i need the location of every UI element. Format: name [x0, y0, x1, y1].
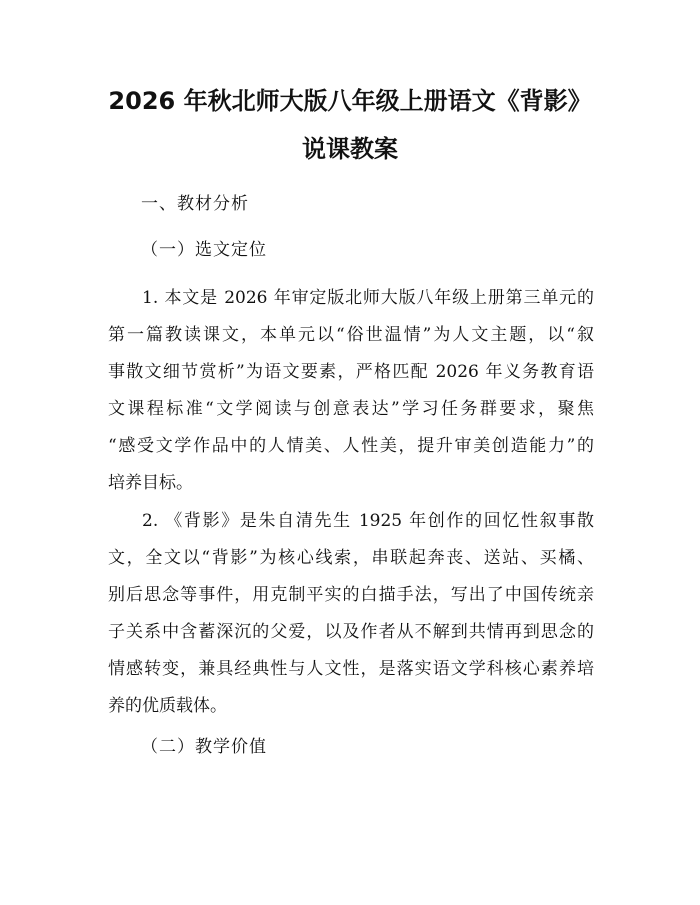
paragraph-2-line: 文，全文以“背影”为核心线索，串联起奔丧、送站、买橘、	[108, 548, 594, 568]
paragraph-2-line: 2. 《背影》是朱自清先生 1925 年创作的回忆性叙事散	[142, 511, 594, 531]
paragraph-2-line: 养的优质载体。	[108, 696, 227, 716]
paragraph-2-line: 情感转变，兼具经典性与人文性，是落实语文学科核心素养培	[108, 659, 594, 679]
subsection-heading-teaching-value: （二）教学价值	[141, 737, 267, 757]
subsection-heading-text-positioning: （一）选文定位	[141, 240, 267, 260]
paragraph-1-line: 第一篇教读课文，本单元以“俗世温情”为人文主题，以“叙	[108, 325, 594, 345]
paragraph-1	[108, 280, 594, 502]
paragraph-1-line: 培养目标。	[108, 473, 193, 493]
paragraph-1-line: 事散文细节赏析”为语文要素，严格匹配 2026 年义务教育语	[108, 362, 594, 382]
paragraph-2	[108, 503, 594, 725]
paragraph-1-line: 1. 本文是 2026 年审定版北师大版八年级上册第三单元的	[142, 288, 594, 308]
paragraph-1-line: “感受文学作品中的人情美、人性美，提升审美创造能力”的	[108, 436, 594, 456]
paragraph-2-line: 别后思念等事件，用克制平实的白描手法，写出了中国传统亲	[108, 585, 594, 605]
section-heading-materials-analysis: 一、教材分析	[141, 194, 249, 214]
document-title-line1: 2026 年秋北师大版八年级上册语文《背影》	[108, 87, 592, 115]
document-title-line2: 说课教案	[302, 135, 398, 163]
paragraph-2-line: 子关系中含蓄深沉的父爱，以及作者从不解到共情再到思念的	[108, 622, 594, 642]
paragraph-1-line: 文课程标准“文学阅读与创意表达”学习任务群要求，聚焦	[108, 399, 594, 419]
